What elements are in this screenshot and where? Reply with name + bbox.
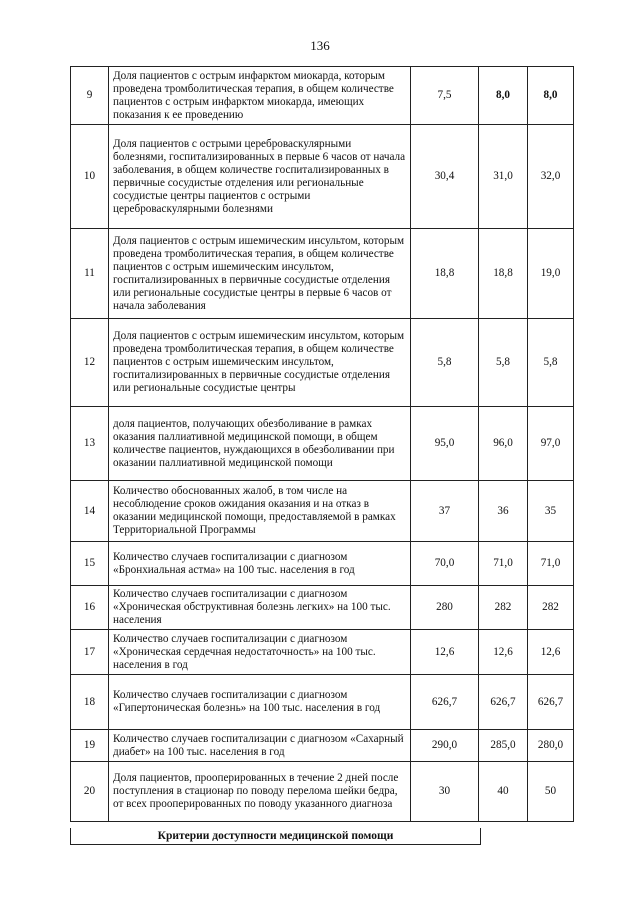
value-2: 71,0 — [479, 542, 528, 586]
value-2: 285,0 — [479, 730, 528, 762]
value-1: 70,0 — [411, 542, 479, 586]
value-2: 282 — [479, 586, 528, 630]
row-number: 9 — [71, 67, 109, 125]
value-2: 626,7 — [479, 675, 528, 730]
indicator-text: Доля пациентов с острыми цереброваскулярными болезнями, госпитализированных в первые 6 часов от начала заболевания, в общем количестве госпитализированных в первичные сосудистые отделения или региональные сосудистые центры пациентов с острыми цереброваскулярными болезнями — [109, 125, 411, 229]
table-row — [71, 319, 574, 407]
value-1: 30 — [411, 762, 479, 822]
row-number: 18 — [71, 675, 109, 730]
row-number: 17 — [71, 630, 109, 675]
indicator-text: доля пациентов, получающих обезболивание в рамках оказания паллиативной медицинской помощи, в общем количестве пациентов, нуждающихся в обезболивании при оказании паллиативной медицинской помощи — [109, 407, 411, 481]
page-number: 136 — [310, 38, 330, 53]
value-1: 626,7 — [411, 675, 479, 730]
value-2: 96,0 — [479, 407, 528, 481]
value-2: 18,8 — [479, 229, 528, 319]
row-number: 12 — [71, 319, 109, 407]
value-3: 8,0 — [528, 67, 574, 125]
indicator-text: Количество случаев госпитализации с диагнозом «Сахарный диабет» на 100 тыс. населения в год — [109, 730, 411, 762]
value-2: 40 — [479, 762, 528, 822]
indicator-text: Доля пациентов с острым ишемическим инсультом, которым проведена тромболитическая терапия, в общем количестве пациентов с острым ишемическим инсультом, госпитализированных в первичные сосудистые отделения или региональные сосудистые центры в первые 6 часов от начала заболевания — [109, 229, 411, 319]
value-1: 280 — [411, 586, 479, 630]
value-3: 19,0 — [528, 229, 574, 319]
indicator-text: Доля пациентов с острым ишемическим инсультом, которым проведена тромболитическая терапия, в общем количестве пациентов с острым ишемическим инсультом, госпитализированных в первичные сосудистые отделения или региональные сосудистые центры — [109, 319, 411, 407]
value-3: 282 — [528, 586, 574, 630]
value-2: 36 — [479, 481, 528, 542]
value-3: 32,0 — [528, 125, 574, 229]
row-number: 13 — [71, 407, 109, 481]
value-1: 18,8 — [411, 229, 479, 319]
value-3: 97,0 — [528, 407, 574, 481]
indicator-text: Количество случаев госпитализации с диагнозом «Хроническая обструктивная болезнь легких» на 100 тыс. населения — [109, 586, 411, 630]
table-row — [71, 586, 574, 630]
table-row — [71, 630, 574, 675]
value-3: 12,6 — [528, 630, 574, 675]
indicator-text: Количество случаев госпитализации с диагнозом «Бронхиальная астма» на 100 тыс. населения в год — [109, 542, 411, 586]
table-row — [71, 67, 574, 125]
value-1: 12,6 — [411, 630, 479, 675]
value-3: 71,0 — [528, 542, 574, 586]
value-3: 50 — [528, 762, 574, 822]
value-3: 5,8 — [528, 319, 574, 407]
value-1: 290,0 — [411, 730, 479, 762]
table-row — [71, 675, 574, 730]
value-2: 5,8 — [479, 319, 528, 407]
value-3: 35 — [528, 481, 574, 542]
value-1: 37 — [411, 481, 479, 542]
value-1: 95,0 — [411, 407, 479, 481]
table-row — [71, 762, 574, 822]
row-number: 19 — [71, 730, 109, 762]
value-1: 5,8 — [411, 319, 479, 407]
value-1: 30,4 — [411, 125, 479, 229]
row-number: 16 — [71, 586, 109, 630]
value-2: 31,0 — [479, 125, 528, 229]
row-number: 15 — [71, 542, 109, 586]
indicator-text: Доля пациентов с острым инфарктом миокарда, которым проведена тромболитическая терапия, в общем количестве пациентов с острым инфарктом миокарда, имеющих показания к ее проведению — [109, 67, 411, 125]
table-row — [71, 730, 574, 762]
indicator-text: Количество случаев госпитализации с диагнозом «Хроническая сердечная недостаточность» на 100 тыс. населения в год — [109, 630, 411, 675]
row-number: 14 — [71, 481, 109, 542]
value-3: 280,0 — [528, 730, 574, 762]
table-row — [71, 229, 574, 319]
section-heading: Критерии доступности медицинской помощи — [70, 828, 481, 845]
table-row — [71, 125, 574, 229]
table-row — [71, 407, 574, 481]
row-number: 20 — [71, 762, 109, 822]
value-2: 12,6 — [479, 630, 528, 675]
row-number: 10 — [71, 125, 109, 229]
value-2: 8,0 — [479, 67, 528, 125]
table-row — [71, 542, 574, 586]
value-3: 626,7 — [528, 675, 574, 730]
table-row — [71, 481, 574, 542]
indicator-text: Доля пациентов, прооперированных в течение 2 дней после поступления в стационар по поводу перелома шейки бедра, от всех прооперированных по поводу указанного диагноза — [109, 762, 411, 822]
indicator-text: Количество случаев госпитализации с диагнозом «Гипертоническая болезнь» на 100 тыс. населения в год — [109, 675, 411, 730]
value-1: 7,5 — [411, 67, 479, 125]
row-number: 11 — [71, 229, 109, 319]
indicators-table — [70, 66, 574, 822]
indicator-text: Количество обоснованных жалоб, в том числе на несоблюдение сроков ожидания оказания и на отказ в оказании медицинской помощи, предоставляемой в рамках Территориальной Программы — [109, 481, 411, 542]
